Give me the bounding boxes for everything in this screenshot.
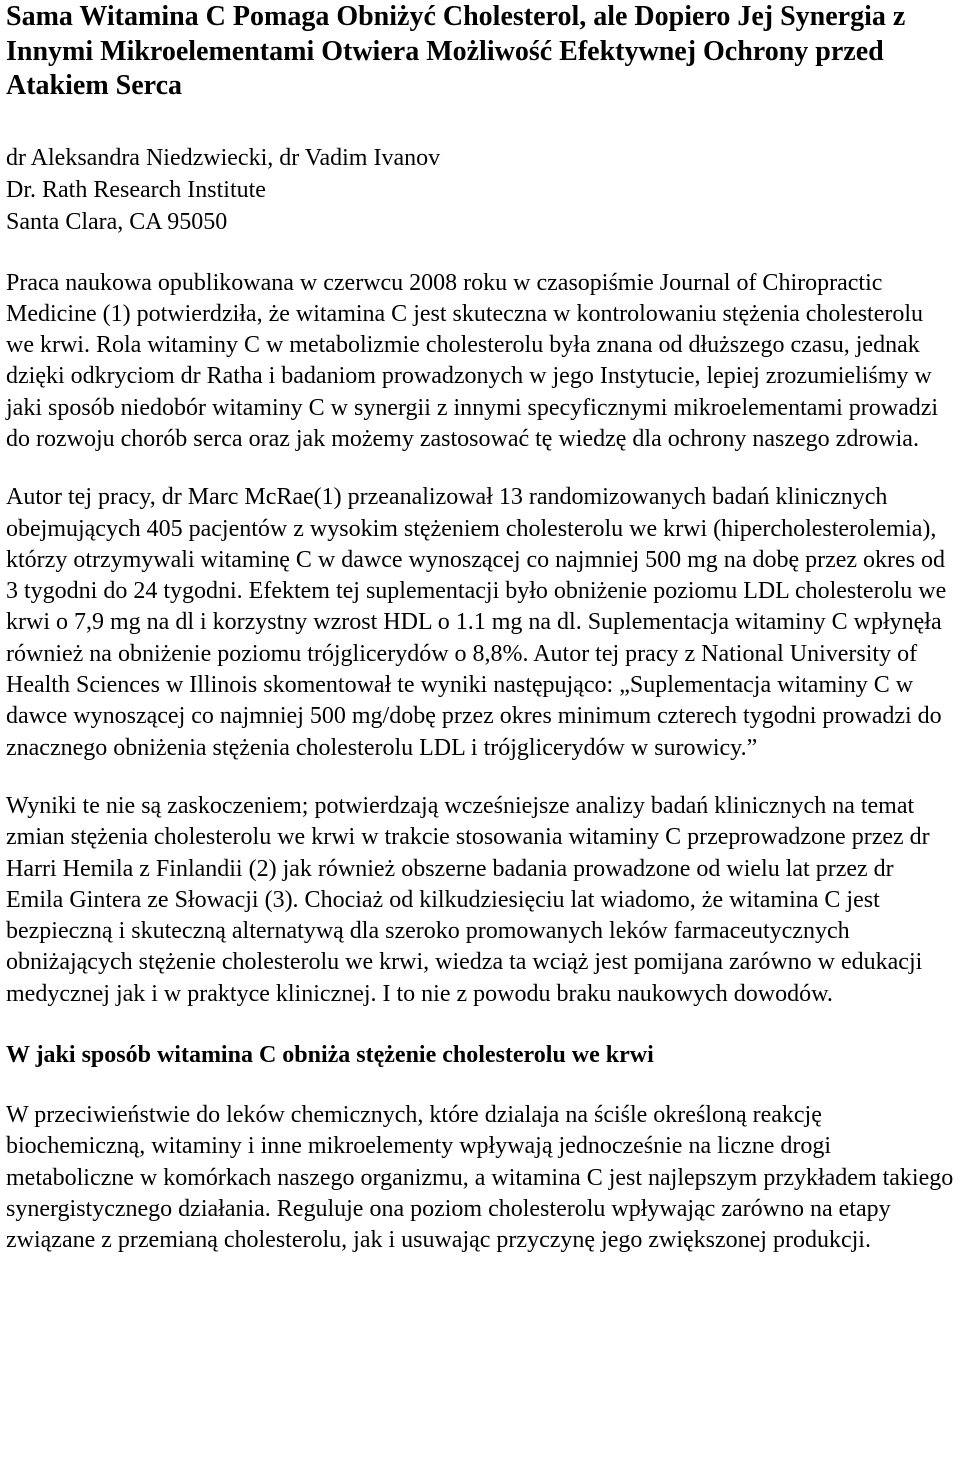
author-block <box>6 142 954 238</box>
authors: dr Aleksandra Niedzwiecki, dr Vadim Ivanov <box>6 144 441 171</box>
paragraph: W przeciwieństwie do leków chemicznych, które dzialaja na ściśle określoną reakcję biochemiczną, witaminy i inne mikroelementy wpływają jednocześnie na liczne drogi metaboliczne w komórkach naszego organizmu, a witamina C jest najlepszym przykładem takiego synergistycznego działania. Reguluje ona poziom cholesterolu wpływając zarówno na etapy związane z przemianą cholesterolu, jak i usuwając przyczynę jego zwiększonej produkcji. <box>6 1102 954 1254</box>
institute: Dr. Rath Research Institute <box>6 176 266 203</box>
paragraph: Praca naukowa opublikowana w czerwcu 2008 roku w czasopiśmie Journal of Chiropractic Medicine (1) potwierdziła, że witamina C jest skuteczna w kontrolowaniu stężenia cholesterolu we krwi. Rola witaminy C w metabolizmie cholesterolu była znana od dłuższego czasu, jednak dzięki odkryciom dr Ratha i badaniom prowadzonych w jego Instytucie, lepiej zrozumieliśmy w jaki sposób niedobór witaminy C w synergii z innymi specyficznymi mikroelementami prowadzi do rozwoju chorób serca oraz jak możemy zastosować tę wiedzę dla ochrony naszego zdrowia. <box>6 269 939 452</box>
section-heading: W jaki sposób witamina C obniża stężenie cholesterolu we krwi <box>6 1042 654 1069</box>
paragraph: Autor tej pracy, dr Marc McRae(1) przeanalizował 13 randomizowanych badań klinicznych obejmujących 405 pacjentów z wysokim stężeniem cholesterolu we krwi (hipercholesterolemia), którzy otrzymywali witaminę C w dawce wynoszącej co najmniej 500 mg na dobę przez okres od 3 tygodni do 24 tygodni. Efektem tej suplementacji było obniżenie poziomu LDL cholesterolu we krwi o 7,9 mg na dl i korzystny wzrost HDL o 1.1 mg na dl. Suplementacja witaminy C wpłynęła również na obniżenie poziomu trójglicerydów o 8,8%. Autor tej pracy z National University of Health Sciences w Illinois skomentował te wyniki następująco: „Suplementacja witaminy C w dawce wynoszącej co najmniej 500 mg/dobę przez okres minimum czterech tygodni prowadzi do znacznego obniżenia stężenia cholesterolu LDL i trójglicerydów w surowicy.” <box>6 484 947 761</box>
paragraph: Wyniki te nie są zaskoczeniem; potwierdzają wcześniejsze analizy badań klinicznych na temat zmian stężenia cholesterolu we krwi w trakcie stosowania witaminy C przeprowadzone przez dr Harri Hemila z Finlandii (2) jak również obszerne badania prowadzone od wielu lat przez dr Emila Gintera ze Słowacji (3). Chociaż od kilkudziesięciu lat wiadomo, że witamina C jest bezpieczną i skuteczną alternatywą dla szeroko promowanych leków farmaceutycznych obniżających stężenie cholesterolu we krwi, wiedza ta wciąż jest pomijana zarówno w edukacji medycznej jak i w praktyce klinicznej. I to nie z powodu braku naukowych dowodów. <box>6 792 930 1007</box>
document-title: Sama Witamina C Pomaga Obniżyć Cholesterol, ale Dopiero Jej Synergia z Innymi Mikroelementami Otwiera Możliwość Efektywnej Ochrony przed Atakiem Serca <box>6 1 906 101</box>
address: Santa Clara, CA 95050 <box>6 208 228 235</box>
